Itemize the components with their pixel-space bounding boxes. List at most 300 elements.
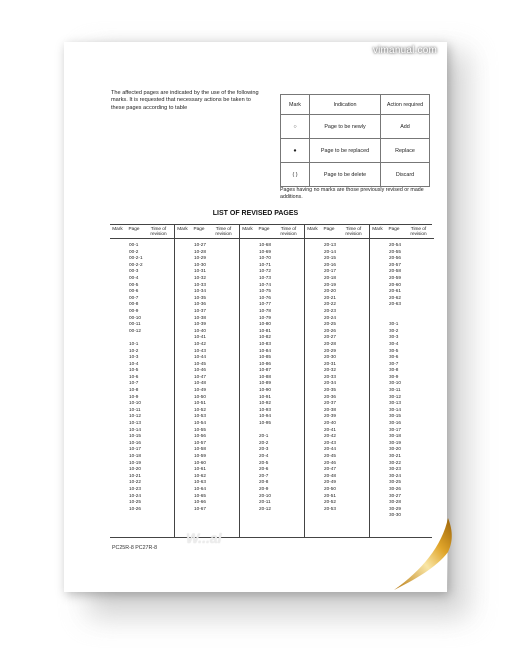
page-row	[305, 466, 369, 473]
page-row	[110, 282, 174, 289]
page-row	[110, 301, 174, 308]
row-mark	[175, 453, 190, 460]
row-mark	[305, 288, 320, 295]
row-mark	[240, 334, 255, 341]
row-mark	[370, 341, 385, 348]
row-page-number: 20-44	[324, 446, 336, 452]
row-page-number: 10-90	[259, 387, 271, 393]
row-page-number: 30-26	[389, 485, 401, 491]
row-page-number: 10-31	[194, 268, 206, 274]
row-mark	[110, 499, 125, 506]
row-page-number: 10-59	[194, 453, 206, 458]
row-mark	[110, 479, 125, 486]
row-mark	[370, 433, 385, 440]
row-mark	[305, 493, 320, 500]
row-page-number: 20-51	[324, 492, 336, 498]
legend-mark-new: ○	[281, 115, 310, 139]
row-mark	[240, 295, 255, 302]
page-row	[370, 288, 434, 295]
row-page-number: 10-36	[194, 301, 206, 307]
page-row	[240, 380, 304, 387]
row-page-number: 30-30	[389, 512, 401, 518]
row-mark	[240, 394, 255, 401]
row-mark	[305, 394, 320, 401]
header-time: Time of revision	[345, 226, 362, 236]
page-row	[110, 506, 174, 513]
page-row	[240, 473, 304, 480]
page-row	[175, 268, 239, 275]
row-page-number: 30-12	[389, 393, 401, 399]
row-mark	[110, 341, 125, 348]
page-row	[240, 367, 304, 374]
page-row	[175, 354, 239, 361]
page-row	[240, 446, 304, 453]
row-mark	[305, 308, 320, 315]
row-mark	[175, 427, 190, 434]
row-page-number: 10-78	[259, 307, 271, 313]
page-row	[175, 499, 239, 506]
page-list	[305, 242, 369, 512]
row-mark	[370, 453, 385, 460]
row-page-number: 20-27	[324, 334, 336, 340]
row-mark	[175, 315, 190, 322]
row-mark	[110, 249, 125, 256]
row-page-number: 10-80	[259, 321, 271, 327]
row-page-number: 10-63	[194, 479, 206, 485]
legend-action-add: Add	[381, 115, 430, 139]
row-page-number: 10-15	[129, 433, 141, 439]
row-page-number: 10-54	[194, 420, 206, 426]
row-page-number: 20-35	[324, 387, 336, 393]
page-row	[305, 479, 369, 486]
page-row	[370, 460, 434, 467]
row-mark	[370, 288, 385, 295]
row-page-number: 30-14	[389, 406, 401, 412]
page-row	[370, 268, 434, 275]
row-mark	[175, 295, 190, 302]
row-page-number: 10-25	[129, 499, 141, 505]
row-page-number: 00-7	[129, 294, 139, 300]
row-mark	[370, 387, 385, 394]
page-row	[240, 486, 304, 493]
row-page-number: 20-54	[389, 242, 401, 247]
page-row	[305, 473, 369, 480]
row-mark	[110, 288, 125, 295]
row-mark	[240, 387, 255, 394]
row-page-number: 30-1	[389, 321, 399, 327]
row-mark	[110, 466, 125, 473]
page-row	[305, 460, 369, 467]
row-mark	[240, 440, 255, 447]
page-row	[370, 354, 434, 361]
page-row	[370, 493, 434, 500]
row-mark	[305, 275, 320, 282]
row-page-number: 20-47	[324, 466, 336, 472]
header-page: Page	[193, 226, 205, 231]
page-row	[110, 268, 174, 275]
row-mark	[175, 420, 190, 427]
row-page-number: 20-29	[324, 347, 336, 353]
row-mark	[110, 255, 125, 262]
page-row	[240, 268, 304, 275]
row-page-number: 10-57	[194, 439, 206, 445]
row-mark	[370, 394, 385, 401]
page-row	[110, 328, 174, 335]
row-mark	[370, 407, 385, 414]
row-mark	[175, 367, 190, 374]
row-page-number: 20-22	[324, 301, 336, 307]
row-mark	[305, 433, 320, 440]
row-mark	[240, 308, 255, 315]
row-page-number: 30-16	[389, 420, 401, 426]
header-page: Page	[258, 226, 270, 231]
page-row	[370, 301, 434, 308]
page-row	[305, 275, 369, 282]
row-page-number: 10-89	[259, 380, 271, 386]
legend-action-discard: Discard	[381, 163, 430, 187]
page-row	[110, 295, 174, 302]
row-page-number: 10-8	[129, 387, 139, 393]
page-row	[305, 420, 369, 427]
row-mark	[240, 301, 255, 308]
header-time: Time of revision	[150, 226, 167, 236]
header-time: Time of revision	[410, 226, 427, 236]
row-page-number: 00-6	[129, 288, 139, 294]
page-row	[240, 400, 304, 407]
legend-mark-replace: ●	[281, 139, 310, 163]
page-row	[110, 308, 174, 315]
page-row	[175, 400, 239, 407]
row-page-number: 20-5	[259, 459, 269, 465]
legend-header-mark: Mark	[281, 95, 310, 115]
row-page-number: 00-9	[129, 307, 139, 313]
page-row	[370, 506, 434, 513]
row-mark	[370, 242, 385, 249]
row-page-number: 20-63	[389, 301, 401, 307]
page-row	[175, 275, 239, 282]
row-page-number: 10-53	[194, 413, 206, 419]
row-page-number: 10-20	[129, 466, 141, 472]
page-row	[370, 361, 434, 368]
page-row	[175, 262, 239, 269]
row-mark	[305, 242, 320, 249]
row-mark	[175, 242, 190, 249]
row-page-number: 10-10	[129, 400, 141, 406]
row-mark	[110, 433, 125, 440]
row-mark	[240, 506, 255, 513]
row-mark	[110, 242, 125, 249]
row-page-number: 20-58	[389, 268, 401, 274]
column-header	[110, 225, 174, 239]
row-mark	[110, 361, 125, 368]
page-row	[175, 433, 239, 440]
row-mark	[240, 460, 255, 467]
row-mark	[175, 499, 190, 506]
row-mark	[175, 321, 190, 328]
page-row	[370, 420, 434, 427]
page-row	[240, 440, 304, 447]
row-page-number: 10-85	[259, 354, 271, 360]
row-page-number: 10-74	[259, 281, 271, 287]
row-mark	[305, 282, 320, 289]
page-row	[175, 413, 239, 420]
page-row	[240, 308, 304, 315]
row-mark	[305, 479, 320, 486]
row-mark	[305, 249, 320, 256]
row-mark	[175, 268, 190, 275]
row-mark	[305, 486, 320, 493]
column-header	[305, 225, 369, 239]
row-page-number: 00-1	[129, 242, 139, 247]
page-row	[305, 380, 369, 387]
header-mark: Mark	[307, 226, 318, 231]
row-mark	[305, 334, 320, 341]
legend-indication-replace: Page to be replaced	[310, 139, 381, 163]
row-mark	[305, 268, 320, 275]
page-row	[305, 361, 369, 368]
row-mark	[175, 479, 190, 486]
page-row	[110, 288, 174, 295]
row-mark	[240, 433, 255, 440]
row-page-number: 20-62	[389, 294, 401, 300]
row-page-number: 10-56	[194, 433, 206, 439]
row-page-number: 10-45	[194, 360, 206, 366]
row-page-number: 10-62	[194, 472, 206, 478]
page-row	[110, 354, 174, 361]
page-row	[110, 275, 174, 282]
row-page-number: 30-23	[389, 466, 401, 472]
page-row	[370, 315, 434, 322]
row-page-number: 10-48	[194, 380, 206, 386]
row-page-number: 10-73	[259, 274, 271, 280]
row-page-number: 20-40	[324, 420, 336, 426]
page-row	[110, 348, 174, 355]
row-mark	[175, 262, 190, 269]
row-page-number: 30-13	[389, 400, 401, 406]
row-page-number: 10-61	[194, 466, 206, 472]
page-row	[240, 315, 304, 322]
row-mark	[240, 255, 255, 262]
page-row	[305, 367, 369, 374]
page-row	[240, 420, 304, 427]
row-mark	[305, 321, 320, 328]
row-mark	[370, 268, 385, 275]
page-row	[370, 380, 434, 387]
row-page-number	[385, 315, 419, 322]
row-page-number: 30-10	[389, 380, 401, 386]
row-mark	[370, 420, 385, 427]
header-mark: Mark	[242, 226, 253, 231]
page-row	[370, 295, 434, 302]
page-row	[370, 453, 434, 460]
row-mark	[240, 341, 255, 348]
page-row	[305, 506, 369, 513]
row-page-number	[125, 334, 159, 341]
page-row	[305, 440, 369, 447]
row-mark	[110, 420, 125, 427]
row-mark	[370, 334, 385, 341]
row-page-number: 10-65	[194, 492, 206, 498]
page-row	[240, 328, 304, 335]
page-row	[175, 334, 239, 341]
row-mark	[110, 354, 125, 361]
page-row	[240, 348, 304, 355]
page-row	[240, 387, 304, 394]
page-row	[370, 433, 434, 440]
page-row	[240, 262, 304, 269]
row-mark	[370, 446, 385, 453]
row-page-number: 10-26	[129, 505, 141, 511]
row-mark	[110, 486, 125, 493]
row-page-number: 10-87	[259, 367, 271, 373]
header-mark: Mark	[372, 226, 383, 231]
row-mark	[175, 413, 190, 420]
row-mark	[370, 493, 385, 500]
page-row	[110, 420, 174, 427]
row-mark	[175, 282, 190, 289]
row-page-number: 30-27	[389, 492, 401, 498]
row-mark	[110, 308, 125, 315]
row-mark	[110, 348, 125, 355]
row-page-number: 20-6	[259, 466, 269, 472]
row-page-number: 20-20	[324, 288, 336, 294]
page-row	[305, 321, 369, 328]
page-row	[305, 295, 369, 302]
page-row	[110, 380, 174, 387]
row-page-number: 10-19	[129, 459, 141, 465]
page-row	[305, 334, 369, 341]
page-row	[175, 486, 239, 493]
page-row	[305, 308, 369, 315]
row-mark	[305, 380, 320, 387]
row-mark	[305, 473, 320, 480]
row-mark	[370, 400, 385, 407]
page-row	[175, 387, 239, 394]
page-row	[110, 400, 174, 407]
row-page-number: 10-69	[259, 248, 271, 254]
row-mark	[240, 315, 255, 322]
row-page-number: 30-25	[389, 479, 401, 485]
row-mark	[370, 255, 385, 262]
row-mark	[370, 512, 385, 519]
page-row	[305, 400, 369, 407]
row-mark	[240, 282, 255, 289]
manual-page	[64, 42, 447, 592]
row-mark	[110, 506, 125, 513]
page-row	[110, 255, 174, 262]
row-mark	[305, 466, 320, 473]
page-row	[370, 242, 434, 249]
row-mark	[175, 473, 190, 480]
row-mark	[110, 493, 125, 500]
row-mark	[175, 334, 190, 341]
row-mark	[370, 460, 385, 467]
row-page-number: 10-17	[129, 446, 141, 452]
row-mark	[370, 348, 385, 355]
header-time: Time of revision	[215, 226, 232, 236]
row-page-number: 00-11	[129, 321, 141, 327]
page-row	[175, 321, 239, 328]
row-page-number: 20-4	[259, 453, 269, 458]
row-mark	[240, 413, 255, 420]
page-row	[240, 301, 304, 308]
page-row	[175, 315, 239, 322]
row-page-number: 10-67	[194, 505, 206, 511]
page-row	[240, 295, 304, 302]
row-mark	[370, 328, 385, 335]
row-mark	[110, 473, 125, 480]
page-row	[240, 275, 304, 282]
row-page-number: 10-13	[129, 420, 141, 426]
page-row	[110, 387, 174, 394]
page-row	[175, 374, 239, 381]
page-row	[110, 321, 174, 328]
column-header	[240, 225, 304, 239]
page-row	[240, 288, 304, 295]
row-mark	[240, 427, 255, 434]
row-page-number: 30-15	[389, 413, 401, 419]
row-mark	[110, 275, 125, 282]
row-mark	[305, 413, 320, 420]
row-mark	[305, 427, 320, 434]
row-page-number: 00-10	[129, 314, 141, 320]
page-row	[175, 242, 239, 249]
pages-column	[110, 225, 175, 537]
row-page-number: 20-1	[259, 433, 269, 439]
pages-column	[175, 225, 240, 537]
row-page-number: 00-4	[129, 274, 139, 280]
row-mark	[305, 506, 320, 513]
row-page-number: 10-79	[259, 314, 271, 320]
row-mark	[370, 466, 385, 473]
page-row	[305, 413, 369, 420]
row-page-number: 10-2	[129, 347, 139, 353]
row-page-number: 10-81	[259, 327, 271, 333]
row-page-number: 20-36	[324, 393, 336, 399]
row-page-number: 30-7	[389, 360, 399, 366]
row-page-number: 30-24	[389, 472, 401, 478]
row-mark	[305, 453, 320, 460]
row-mark	[240, 361, 255, 368]
row-mark	[305, 354, 320, 361]
page-row	[110, 427, 174, 434]
page-row	[370, 479, 434, 486]
row-mark	[240, 249, 255, 256]
row-page-number: 20-13	[324, 242, 336, 247]
row-page-number: 10-22	[129, 479, 141, 485]
column-header	[370, 225, 434, 239]
row-mark	[175, 301, 190, 308]
page-row	[240, 249, 304, 256]
page-row	[175, 367, 239, 374]
watermark-text: vimanual.com	[372, 45, 437, 56]
row-page-number: 30-6	[389, 354, 399, 360]
revised-pages-grid	[110, 224, 432, 538]
row-mark	[110, 453, 125, 460]
logo-watermark: W...al	[186, 530, 222, 546]
row-page-number: 10-35	[194, 294, 206, 300]
page-row	[370, 427, 434, 434]
row-mark	[110, 427, 125, 434]
row-page-number: 10-6	[129, 373, 139, 379]
row-mark	[240, 486, 255, 493]
row-page-number: 10-77	[259, 301, 271, 307]
row-mark	[305, 374, 320, 381]
page-row	[370, 407, 434, 414]
row-page-number: 20-41	[324, 426, 336, 432]
row-page-number: 30-21	[389, 453, 401, 458]
row-mark	[175, 255, 190, 262]
